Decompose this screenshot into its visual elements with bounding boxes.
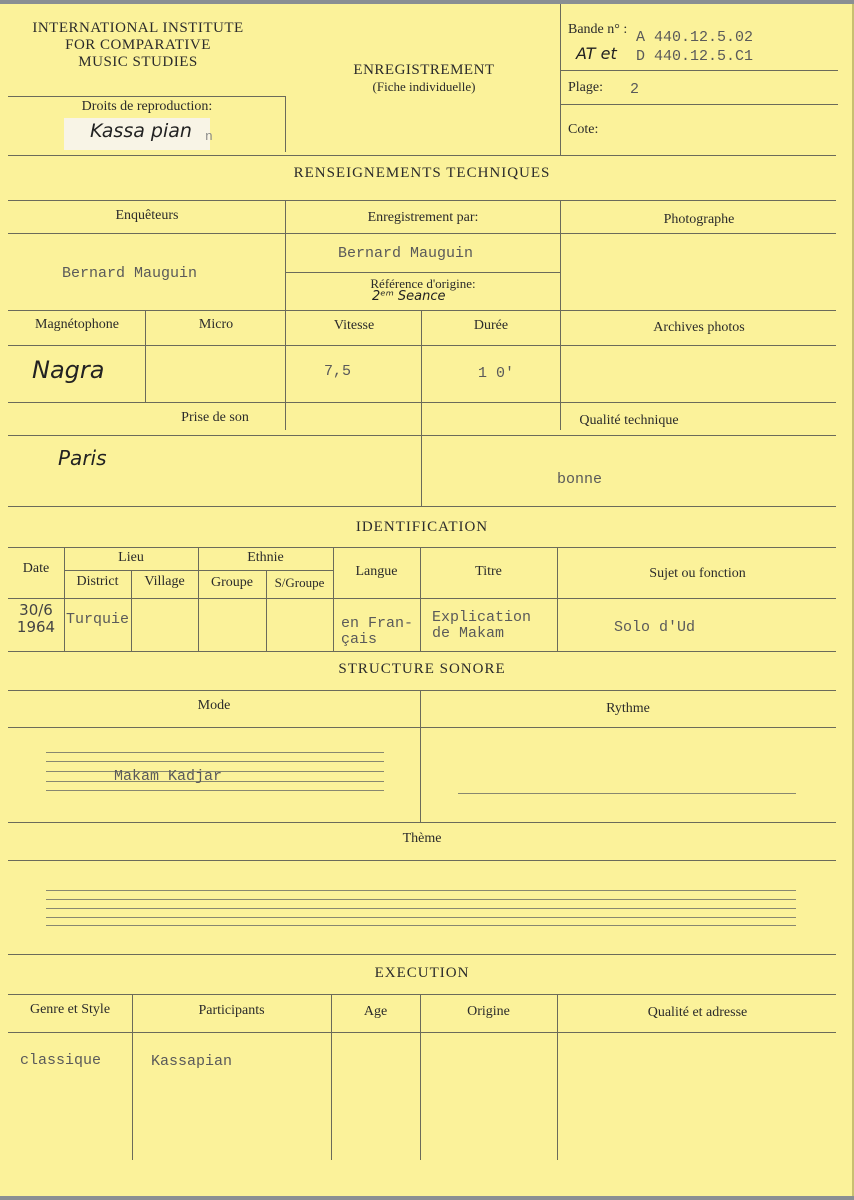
vitesse-value: 7,5 <box>324 363 352 380</box>
form-title-main: ENREGISTREMENT <box>353 62 495 78</box>
district-value: Turquie <box>66 611 130 628</box>
prise-de-son-label: Prise de son <box>181 410 249 425</box>
institute-line-1: INTERNATIONAL INSTITUTE <box>32 20 244 36</box>
bande-number-a: A 440.12.5.02 <box>636 29 754 46</box>
droits-value: Kassa pian <box>90 120 192 142</box>
langue-value <box>341 616 413 648</box>
date-value-line-1: 30/6 <box>19 601 53 619</box>
prise-de-son-value: Paris <box>58 446 107 470</box>
magnetophone-value: Nagra <box>32 356 105 384</box>
village-label: Village <box>144 574 185 589</box>
bande-label: Bande n° : <box>568 22 628 37</box>
date-value <box>8 602 64 636</box>
mode-label: Mode <box>197 698 231 713</box>
reference-origine-value: 2ᵉᵐ Seance <box>372 289 446 304</box>
magnetophone-label: Magnétophone <box>35 317 119 332</box>
sous-groupe-label: S/Groupe <box>274 575 325 590</box>
langue-value-line-1: en Fran- <box>341 615 414 632</box>
droits-value-suffix: n <box>205 129 213 144</box>
bande-number-d: D 440.12.5.C1 <box>636 48 754 65</box>
enqueteurs-value: Bernard Mauguin <box>62 265 198 282</box>
archives-photos-label: Archives photos <box>653 320 745 335</box>
sujet-fonction-value: Solo d'Ud <box>614 619 696 636</box>
institute-name <box>8 20 268 71</box>
section-renseignements: RENSEIGNEMENTS TECHNIQUES <box>293 165 551 181</box>
qualite-adresse-label: Qualité et adresse <box>647 1005 748 1020</box>
langue-value-line-2: çais <box>341 631 378 648</box>
form-subtitle: (Fiche individuelle) <box>372 79 476 94</box>
titre-value <box>432 610 531 642</box>
duree-label: Durée <box>473 318 509 333</box>
plage-label: Plage: <box>568 80 603 95</box>
duree-value: 1 0' <box>478 365 515 382</box>
participants-label: Participants <box>198 1003 265 1018</box>
micro-label: Micro <box>198 317 234 332</box>
section-structure-sonore: STRUCTURE SONORE <box>338 661 506 677</box>
enqueteurs-label: Enquêteurs <box>115 208 179 223</box>
form-title <box>300 62 548 95</box>
titre-value-line-2: de Makam <box>432 625 505 642</box>
mode-value: Makam Kadjar <box>114 768 223 785</box>
vitesse-label: Vitesse <box>333 318 375 333</box>
rythme-label: Rythme <box>606 701 650 716</box>
titre-value-line-1: Explication <box>432 609 532 626</box>
origine-label: Origine <box>467 1004 510 1019</box>
institute-line-2: FOR COMPARATIVE <box>65 37 211 53</box>
participants-value: Kassapian <box>151 1053 233 1070</box>
district-label: District <box>76 574 119 589</box>
section-identification: IDENTIFICATION <box>355 519 489 535</box>
qualite-technique-value: bonne <box>557 471 603 488</box>
cote-label: Cote: <box>568 122 599 137</box>
titre-label: Titre <box>475 564 502 579</box>
langue-label: Langue <box>355 564 398 579</box>
sujet-fonction-label: Sujet ou fonction <box>649 566 746 581</box>
reference-origine-label: Référence d'origine: <box>370 276 476 291</box>
genre-style-label: Genre et Style <box>29 1002 111 1017</box>
lieu-label: Lieu <box>118 550 144 565</box>
ethnie-label: Ethnie <box>247 550 284 565</box>
date-label: Date <box>22 561 50 576</box>
bande-handwritten-prefix: AT et <box>576 44 617 63</box>
droits-label: Droits de reproduction: <box>81 99 213 114</box>
theme-label: Thème <box>402 831 442 846</box>
qualite-technique-label: Qualité technique <box>579 413 679 428</box>
plage-value: 2 <box>630 81 640 98</box>
section-execution: EXECUTION <box>374 965 470 981</box>
record-sheet <box>0 4 854 1196</box>
age-label: Age <box>363 1004 388 1019</box>
enregistrement-par-label: Enregistrement par: <box>367 210 479 225</box>
photographe-label: Photographe <box>663 212 735 227</box>
enregistrement-par-value: Bernard Mauguin <box>338 245 474 262</box>
institute-line-3: MUSIC STUDIES <box>78 54 198 70</box>
date-value-line-2: 1964 <box>16 618 56 636</box>
groupe-label: Groupe <box>211 575 253 590</box>
genre-style-value: classique <box>20 1052 102 1069</box>
